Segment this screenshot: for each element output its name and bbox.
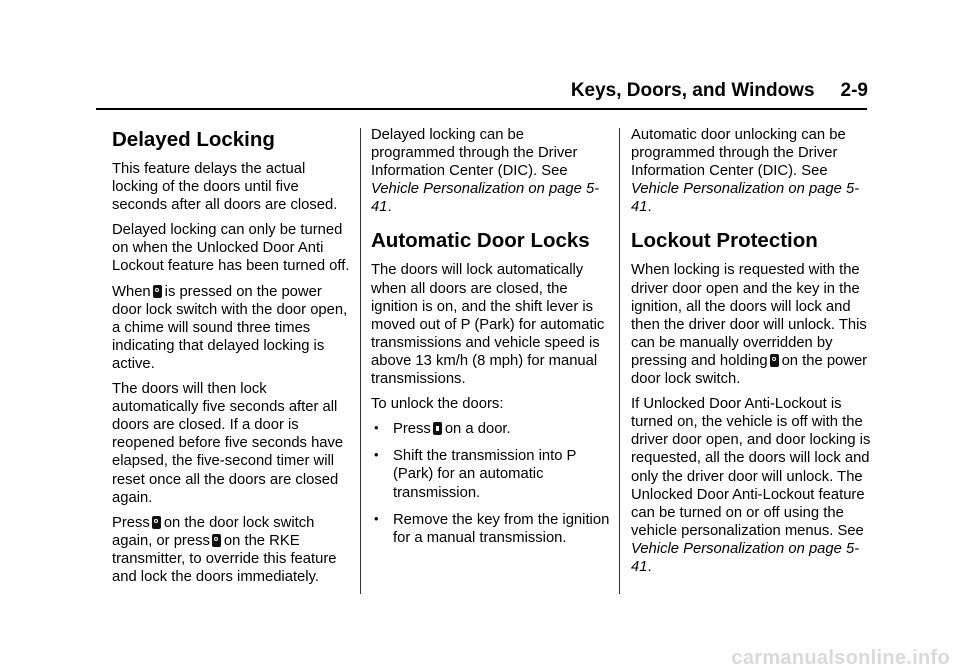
paragraph: Press on the door lock switch again, or press on the RKE transmitter, to override this feature and lock the doors immediately. [112, 514, 337, 585]
column-2 [371, 126, 611, 556]
paragraph: To unlock the doors: [371, 396, 504, 413]
cross-reference-link[interactable]: Vehicle Personalization on page 5-41 [631, 540, 860, 575]
running-header [560, 80, 868, 102]
paragraph: Delayed locking can only be turned on when the Unlocked Door Anti Lockout feature has been turned off. [112, 222, 350, 275]
column-1 [112, 126, 352, 593]
list-item: • Press on a door. [371, 420, 611, 438]
section-title: Keys, Doors, and Windows [570, 80, 815, 101]
paragraph: If Unlocked Door Anti-Lockout is turned on, the vehicle is off with the driver door open, and door locking is requested, all the doors will lock and only the driver door will unlock. The Unlocked Door Anti-Lockout feature can be turned on or off using the vehicle personalization menus. See Vehicle Personalization on page 5-41. [631, 396, 871, 575]
page-number: 2-9 [840, 80, 868, 101]
unlock-steps-list [371, 420, 611, 547]
cross-reference-link[interactable]: Vehicle Personalization on page 5-41 [631, 181, 860, 216]
paragraph: When is pressed on the power door lock switch with the door open, a chime will sound three times indicating that delayed locking is active. [112, 283, 348, 372]
lock-icon [152, 516, 161, 529]
paragraph: This feature delays the actual locking of the doors until five seconds after all doors are closed. [112, 161, 338, 214]
paragraph: Delayed locking can be programmed through the Driver Information Center (DIC). See Vehicle Personalization on page 5-41. [371, 127, 600, 216]
unlock-icon [433, 422, 442, 435]
heading-automatic-door-locks: Automatic Door Locks [371, 229, 590, 253]
list-item: • Shift the transmission into P (Park) for an automatic transmission. [371, 447, 611, 501]
column-3 [631, 126, 871, 583]
cross-reference-link[interactable]: Vehicle Personalization on page 5-41 [371, 181, 600, 216]
column-divider [360, 128, 361, 594]
lock-icon [770, 354, 779, 367]
lock-icon [212, 534, 221, 547]
list-item: • Remove the key from the ignition for a manual transmission. [371, 511, 611, 547]
heading-delayed-locking: Delayed Locking [112, 128, 275, 151]
lock-icon [153, 285, 162, 298]
paragraph: The doors will lock automatically when all doors are closed, the ignition is on, and the shift lever is moved out of P (Park) for automatic transmissions and vehicle speed is above 13 km/h (8 mph) for manual transmissions. [371, 262, 605, 388]
paragraph: When locking is requested with the driver door open and the key in the ignition, all the doors will lock and then the driver door will unlock. This can be manually overridden by pressing and holding on the power door lock switch. [631, 262, 868, 388]
paragraph: Automatic door unlocking can be programmed through the Driver Information Center (DIC). See Vehicle Personalization on page 5-41. [631, 127, 860, 216]
column-divider [619, 128, 620, 594]
paragraph: The doors will then lock automatically five seconds after all doors are closed. If a door is reopened before five seconds have elapsed, the five-second timer will reset once all the doors are closed again. [112, 381, 344, 506]
watermark: carmanualsonline.info [731, 647, 950, 669]
heading-lockout-protection: Lockout Protection [631, 229, 818, 253]
header-rule [96, 108, 867, 110]
